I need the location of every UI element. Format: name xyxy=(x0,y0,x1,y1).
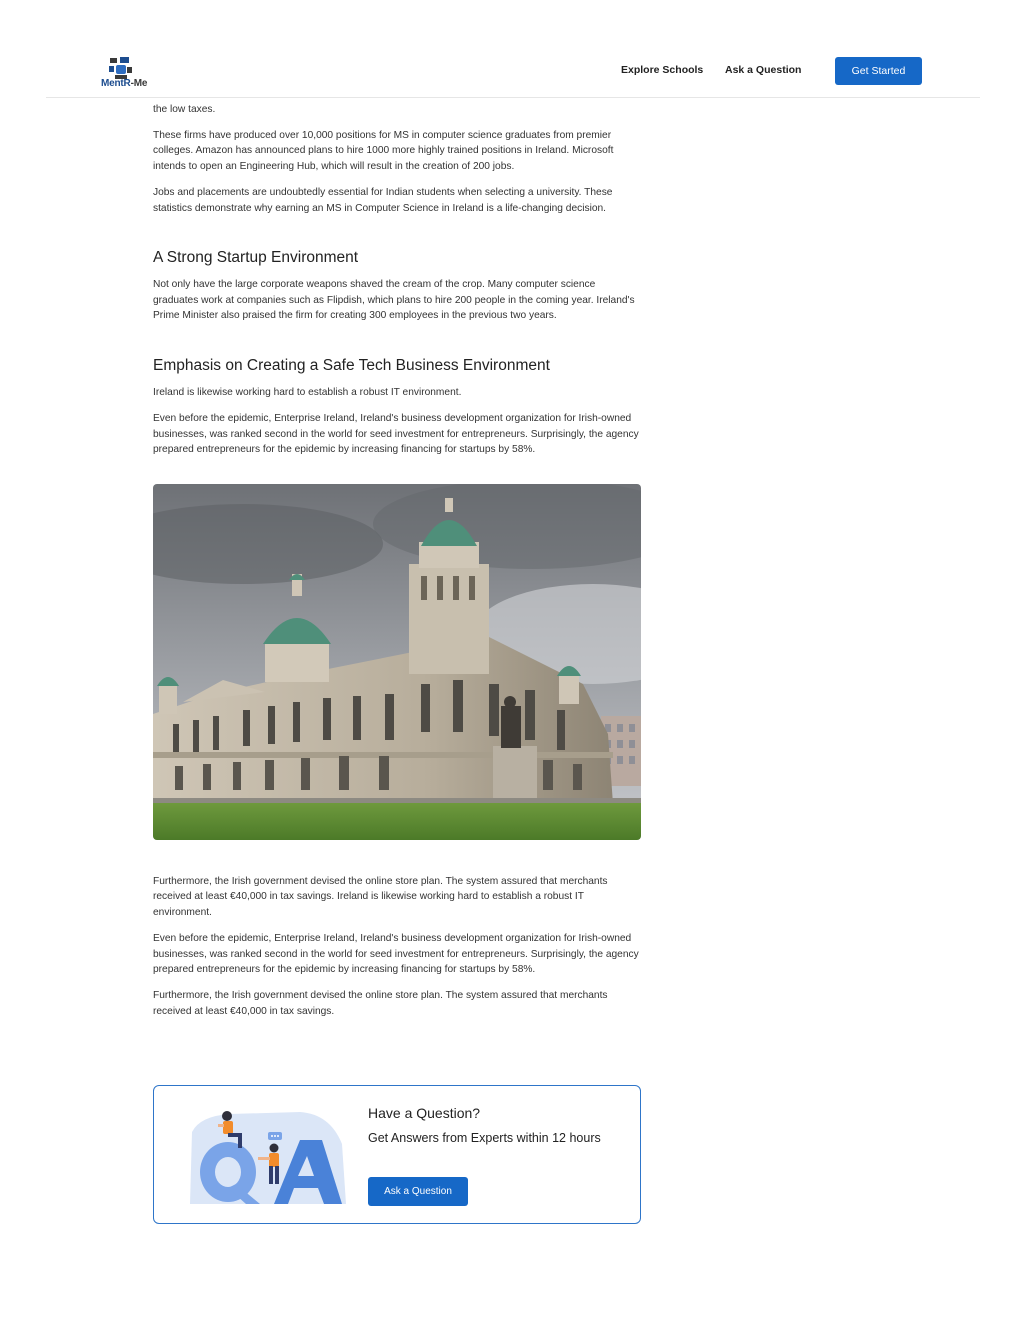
intro-paragraph: Jobs and placements are undoubtedly essential for Indian students when selecting a university. These statistics demonstrate why earning an MS in Computer Science in Ireland is a life-changing decision. xyxy=(153,186,613,214)
logo-icon xyxy=(108,56,134,80)
after-image-paragraph: Furthermore, the Irish government devised the online store plan. The system assured that merchants received at least €40,000 in tax savings. xyxy=(153,990,608,1017)
startup-paragraph: Not only have the large corporate weapons shaved the cream of the crop. Many computer science graduates work at companies such as Flipdish, which plans to hire 200 people in the coming year. Ireland's Prime Minister also praised the firm for creating 300 employees in the previous two years. xyxy=(153,279,635,322)
get-started-button[interactable]: Get Started xyxy=(835,57,922,85)
question-card-subtitle: Get Answers from Experts within 12 hours xyxy=(368,1131,601,1145)
qa-illustration xyxy=(170,1104,348,1206)
header-divider xyxy=(46,97,980,98)
safe-tech-paragraph: Even before the epidemic, Enterprise Ireland, Ireland's business development organization for Irish-owned businesses, was ranked second in the world for seed investment for entrepreneurs. Surprisingly, the agency prepared entrepreneurs for the epidemic by increasing financing for startups by 58%. xyxy=(153,413,639,456)
nav-explore-schools[interactable]: Explore Schools xyxy=(621,64,704,76)
logo[interactable] xyxy=(101,56,161,92)
after-image-paragraph: Furthermore, the Irish government devised the online store plan. The system assured that merchants received at least €40,000 in tax savings. Ireland is likewise working hard to establish a robust IT environment. xyxy=(153,875,608,918)
nav-ask-question[interactable]: Ask a Question xyxy=(725,64,802,76)
section-heading-safe-tech: Emphasis on Creating a Safe Tech Business Environment xyxy=(153,356,550,374)
site-header xyxy=(0,0,1024,98)
ask-question-button[interactable]: Ask a Question xyxy=(368,1177,468,1206)
after-image-paragraph: Even before the epidemic, Enterprise Ireland, Ireland's business development organization for Irish-owned businesses, was ranked second in the world for seed investment for entrepreneurs. Surprisingly, the agency prepared entrepreneurs for the epidemic by increasing financing for startups by 58%. xyxy=(153,933,639,976)
question-card-title: Have a Question? xyxy=(368,1105,481,1121)
question-card xyxy=(153,1085,641,1224)
city-hall-photo xyxy=(153,484,641,840)
section-heading-startup: A Strong Startup Environment xyxy=(153,249,359,267)
safe-tech-paragraph: Ireland is likewise working hard to establish a robust IT environment. xyxy=(153,386,462,398)
intro-paragraph: the low taxes. xyxy=(153,103,216,115)
intro-paragraph: These firms have produced over 10,000 positions for MS in computer science graduates from premier colleges. Amazon has announced plans to hire 1000 more highly trained positions in Ireland. Microsoft intends to open an Engineering Hub, which will result in the creation of 200 jobs. xyxy=(153,129,614,172)
article-content xyxy=(153,86,643,1030)
logo-text: MentR-Me xyxy=(101,78,148,89)
